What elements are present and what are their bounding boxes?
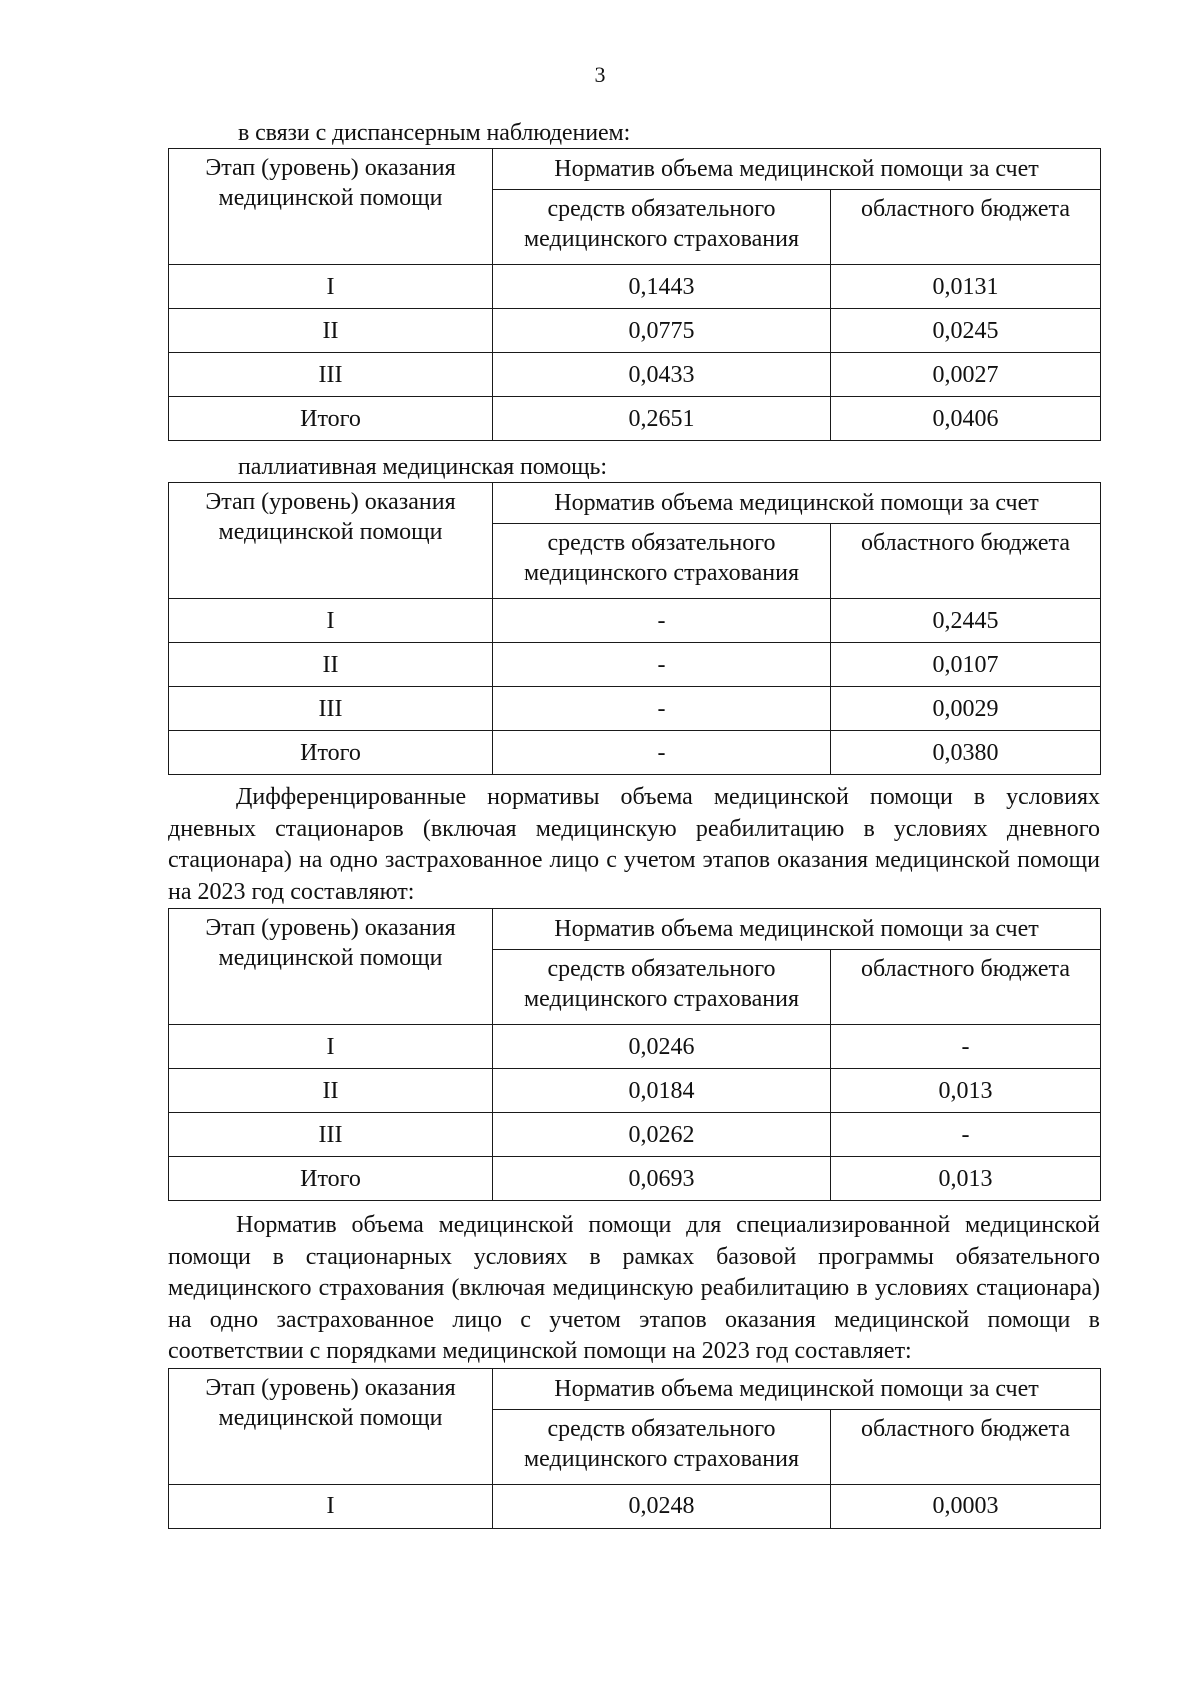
header-stage: Этап (уровень) оказания медицинской помощи [169,1368,493,1484]
header-oms: средств обязательного медицинского страхования [493,190,831,265]
table-row [169,1113,1101,1157]
cell-oms: 0,2651 [493,397,831,441]
table-row [169,353,1101,397]
cell-oms: - [493,731,831,775]
cell-oms: 0,0433 [493,353,831,397]
cell-budget: 0,0245 [831,309,1101,353]
cell-budget: 0,013 [831,1069,1101,1113]
cell-budget: 0,0027 [831,353,1101,397]
section-dispensary [168,118,1100,441]
cell-budget: 0,0003 [831,1484,1101,1528]
cell-budget: 0,0029 [831,687,1101,731]
cell-oms: 0,0262 [493,1113,831,1157]
header-budget: областного бюджета [831,1409,1101,1484]
cell-stage: III [169,687,493,731]
cell-stage: I [169,1025,493,1069]
norm-table [168,148,1101,441]
cell-budget: 0,0107 [831,643,1101,687]
table-row [169,1484,1101,1528]
table-row [169,731,1101,775]
table-row [169,397,1101,441]
cell-stage: Итого [169,1157,493,1201]
table-row [169,309,1101,353]
cell-oms: 0,1443 [493,265,831,309]
page-number: 3 [594,62,606,87]
cell-budget: 0,0131 [831,265,1101,309]
cell-stage: III [169,353,493,397]
table-row [169,1069,1101,1113]
cell-stage: I [169,599,493,643]
cell-stage: III [169,1113,493,1157]
header-stage: Этап (уровень) оказания медицинской помощи [169,149,493,265]
section-inpatient [168,1210,1100,1529]
header-budget: областного бюджета [831,950,1101,1025]
table-row [169,1157,1101,1201]
cell-stage: II [169,1069,493,1113]
table-row [169,1025,1101,1069]
header-stage: Этап (уровень) оказания медицинской помощи [169,483,493,599]
cell-budget: - [831,1025,1101,1069]
norm-table [168,1368,1101,1529]
norm-table [168,482,1101,775]
header-stage: Этап (уровень) оказания медицинской помощи [169,909,493,1025]
table-row [169,265,1101,309]
section-day-hospital [168,782,1100,1201]
cell-oms: 0,0248 [493,1484,831,1528]
section-palliative [168,452,1100,775]
section-caption: в связи с диспансерным наблюдением: [238,120,631,146]
section-caption: паллиативная медицинская помощь: [238,454,607,480]
header-norm: Норматив объема медицинской помощи за счет [493,149,1101,190]
table-row [169,643,1101,687]
header-budget: областного бюджета [831,524,1101,599]
cell-oms: 0,0184 [493,1069,831,1113]
cell-oms: 0,0775 [493,309,831,353]
cell-budget: 0,0406 [831,397,1101,441]
table-row [169,687,1101,731]
header-norm: Норматив объема медицинской помощи за счет [493,1368,1101,1409]
header-budget: областного бюджета [831,190,1101,265]
cell-oms: - [493,643,831,687]
cell-oms: - [493,687,831,731]
cell-budget: - [831,1113,1101,1157]
header-norm: Норматив объема медицинской помощи за счет [493,909,1101,950]
section-paragraph: Дифференцированные нормативы объема медицинской помощи в условиях дневных стационаров (включая медицинскую реабилитацию в условиях дневного стационара) на одно застрахованное лицо с учетом этапов оказания медицинской помощи на 2023 год составляют: [168,784,1100,905]
cell-budget: 0,2445 [831,599,1101,643]
cell-oms: 0,0693 [493,1157,831,1201]
cell-stage: Итого [169,397,493,441]
cell-stage: II [169,309,493,353]
header-oms: средств обязательного медицинского страхования [493,1409,831,1484]
cell-budget: 0,0380 [831,731,1101,775]
header-norm: Норматив объема медицинской помощи за счет [493,483,1101,524]
table-row [169,599,1101,643]
cell-stage: II [169,643,493,687]
cell-stage: I [169,265,493,309]
cell-stage: Итого [169,731,493,775]
section-paragraph: Норматив объема медицинской помощи для специализированной медицинской помощи в стационарных условиях в рамках базовой программы обязательного медицинского страхования (включая медицинскую реабилитацию в условиях стационара) на одно застрахованное лицо с учетом этапов оказания медицинской помощи в соответствии с порядками медицинской помощи на 2023 год составляет: [168,1212,1100,1364]
cell-oms: - [493,599,831,643]
cell-oms: 0,0246 [493,1025,831,1069]
header-oms: средств обязательного медицинского страхования [493,950,831,1025]
cell-stage: I [169,1484,493,1528]
cell-budget: 0,013 [831,1157,1101,1201]
norm-table [168,908,1101,1201]
header-oms: средств обязательного медицинского страхования [493,524,831,599]
